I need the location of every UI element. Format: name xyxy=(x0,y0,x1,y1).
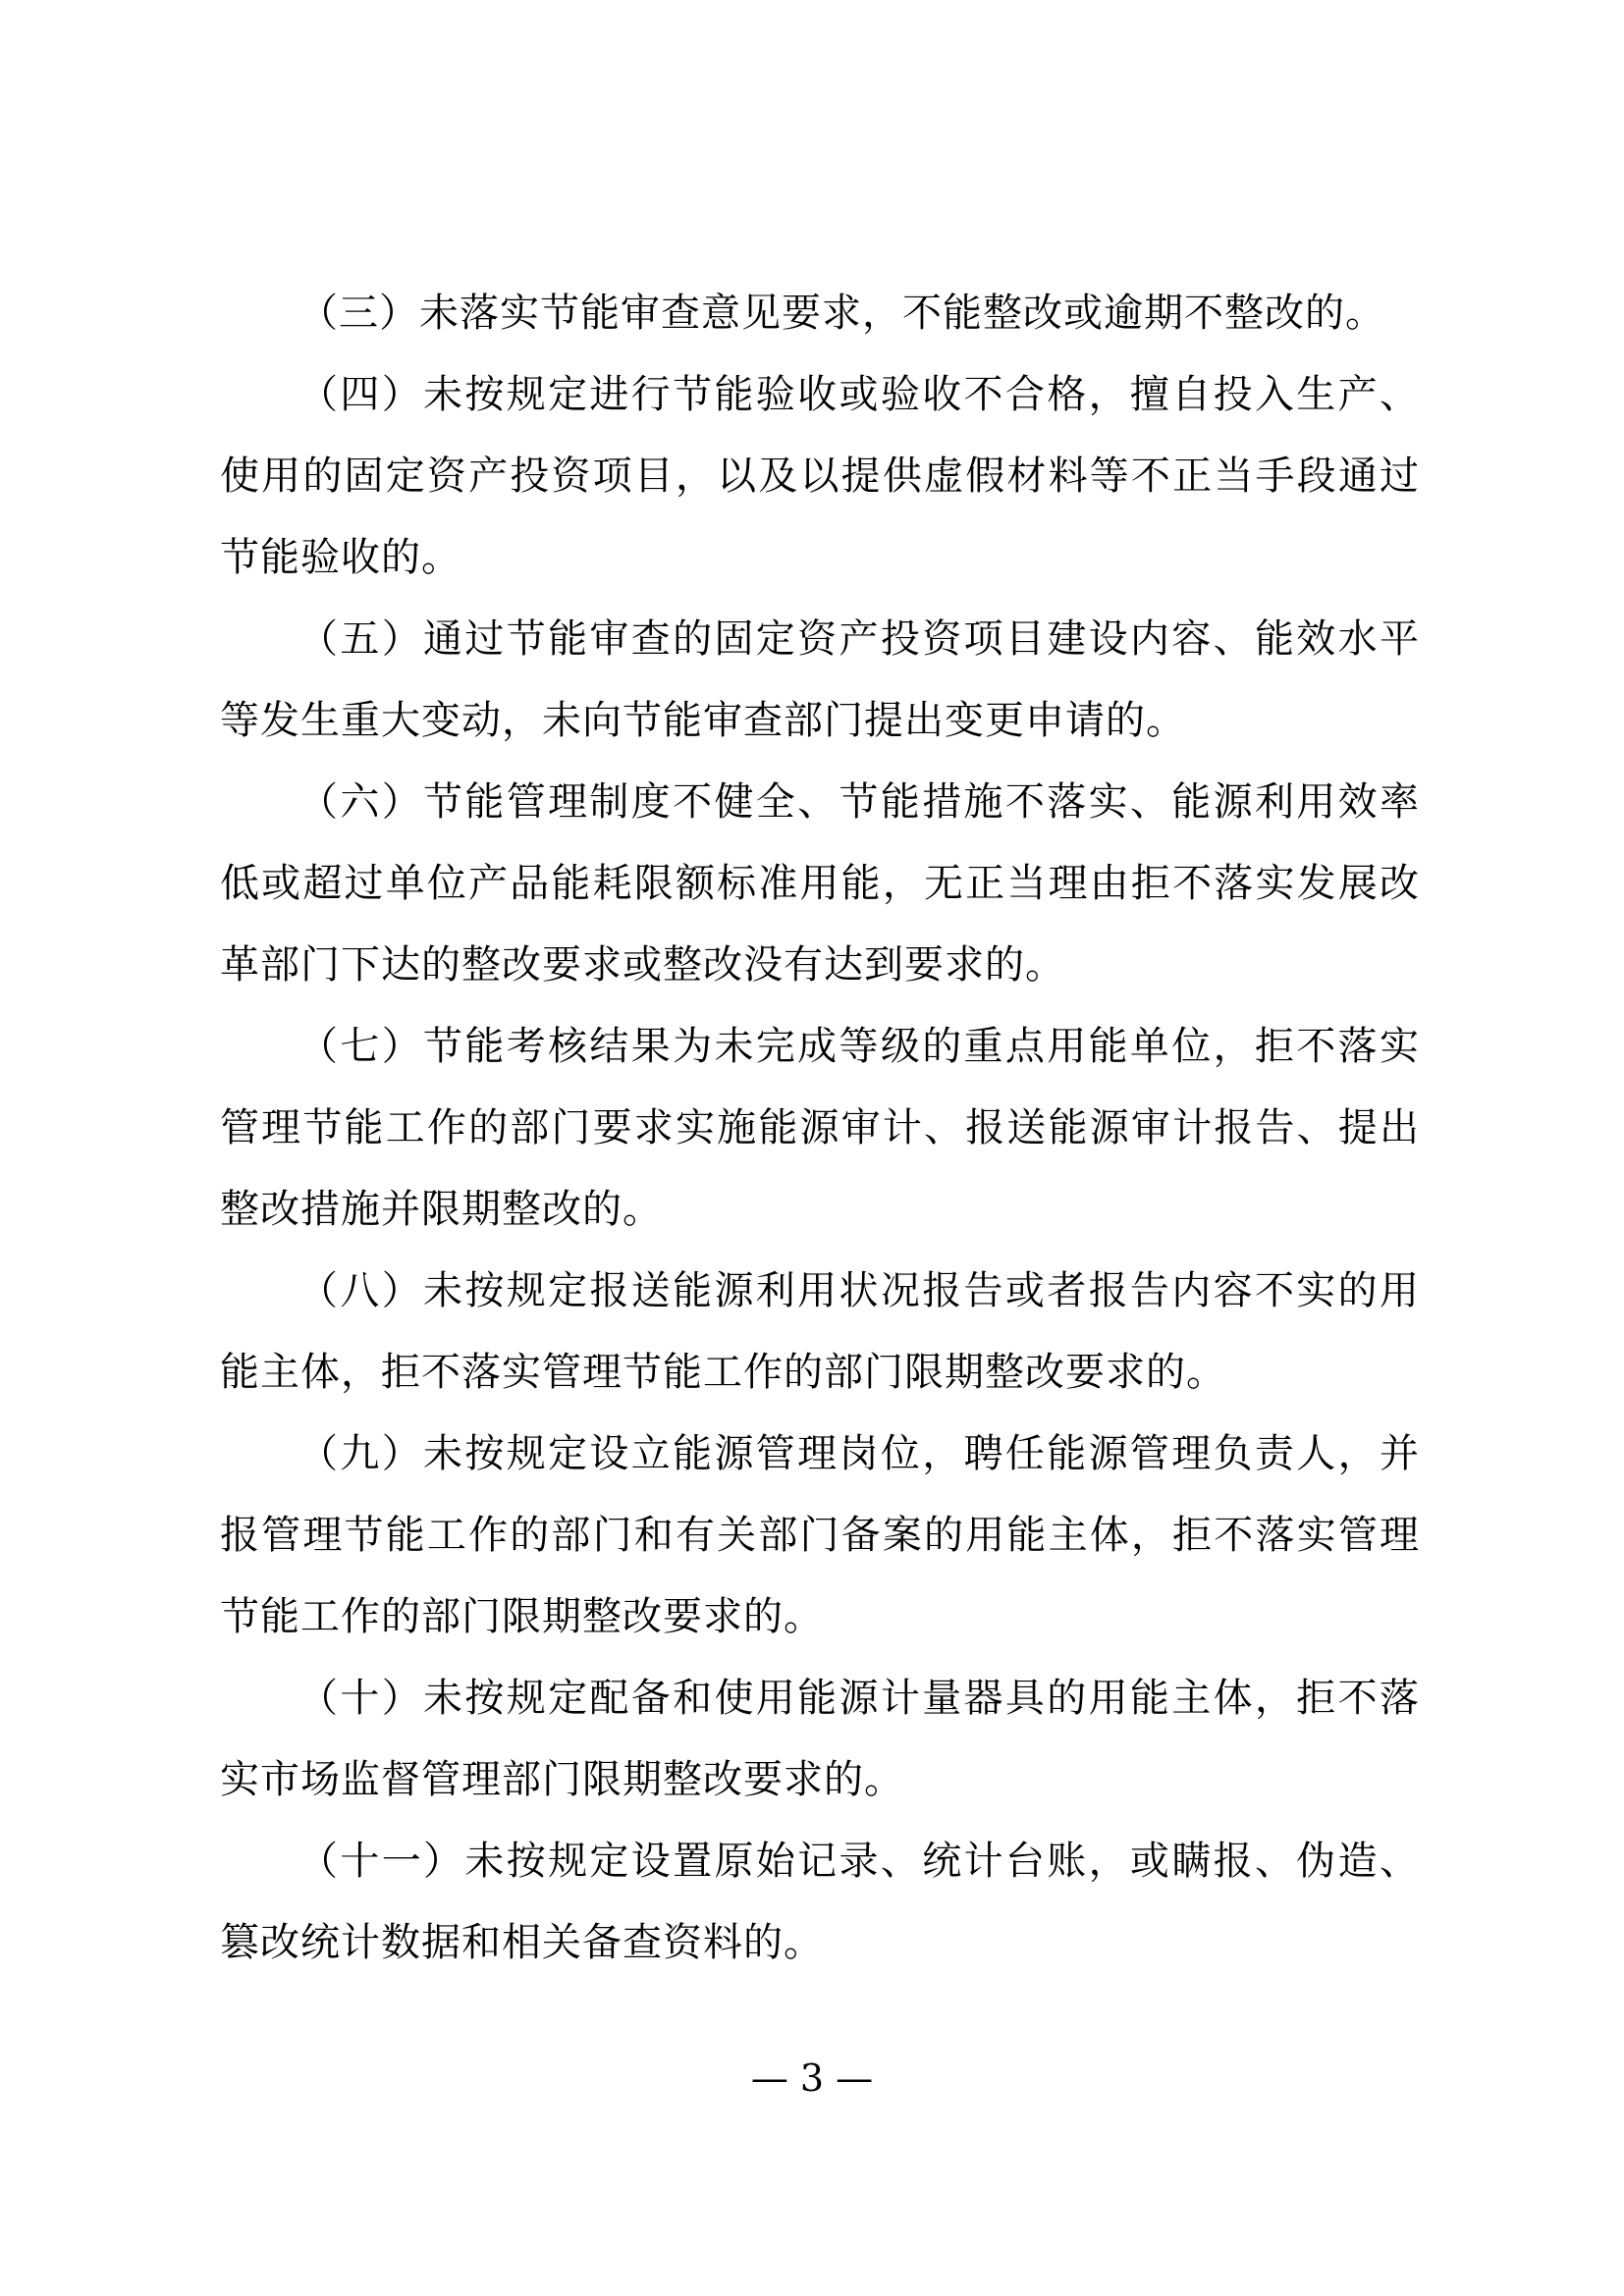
paragraph-item-7: （七）节能考核结果为未完成等级的重点用能单位，拒不落实管理节能工作的部门要求实施能源审计、报送能源审计报告、提出整改措施并限期整改的。 xyxy=(220,1024,1420,1232)
paragraph-item-3: （三）未落实节能审查意见要求，不能整改或逾期不整改的。 xyxy=(298,291,1385,336)
paragraph-item-9: （九）未按规定设立能源管理岗位，聘任能源管理负责人，并报管理节能工作的部门和有关部门备案的用能主体，拒不落实管理节能工作的部门限期整改要求的。 xyxy=(220,1431,1420,1639)
page-number: — 3 — xyxy=(750,2056,874,2100)
paragraph-item-10: （十）未按规定配备和使用能源计量器具的用能主体，拒不落实市场监督管理部门限期整改要求的。 xyxy=(220,1676,1420,1802)
paragraph-item-6: （六）节能管理制度不健全、节能措施不落实、能源利用效率低或超过单位产品能耗限额标准用能，无正当理由拒不落实发展改革部门下达的整改要求或整改没有达到要求的。 xyxy=(220,779,1420,988)
document-body xyxy=(220,273,1420,1984)
paragraph-item-4: （四）未按规定进行节能验收或验收不合格，擅自投入生产、使用的固定资产投资项目，以及以提供虚假材料等不正当手段通过节能验收的。 xyxy=(220,372,1420,580)
paragraph-item-8: （八）未按规定报送能源利用状况报告或者报告内容不实的用能主体，拒不落实管理节能工作的部门限期整改要求的。 xyxy=(220,1268,1420,1395)
paragraph-item-5: （五）通过节能审查的固定资产投资项目建设内容、能效水平等发生重大变动，未向节能审查部门提出变更申请的。 xyxy=(220,616,1420,743)
paragraph-item-11: （十一）未按规定设置原始记录、统计台账，或瞒报、伪造、篡改统计数据和相关备查资料的。 xyxy=(220,1839,1420,1965)
